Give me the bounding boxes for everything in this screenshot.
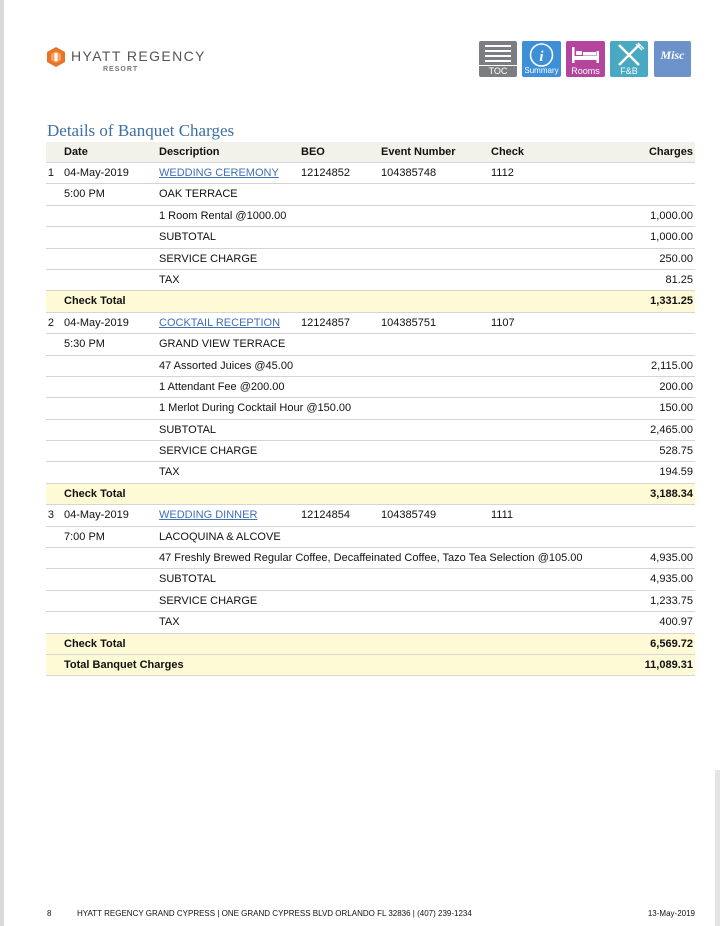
check-total-amount: 6,569.72 xyxy=(650,637,693,650)
event-index: 2 xyxy=(47,316,54,329)
charge-description: SUBTOTAL xyxy=(159,423,217,436)
grand-total-label: Total Banquet Charges xyxy=(64,658,184,671)
event-beo: 12124854 xyxy=(301,509,350,522)
charge-line-row xyxy=(46,249,695,270)
fnb-button[interactable] xyxy=(610,41,648,77)
check-total-amount: 1,331.25 xyxy=(650,295,693,308)
event-check: 1107 xyxy=(491,316,515,329)
charge-amount: 200.00 xyxy=(659,380,693,393)
event-number: 104385751 xyxy=(381,316,437,329)
event-date: 04-May-2019 xyxy=(64,167,129,179)
misc-button[interactable] xyxy=(654,41,691,77)
charge-description: 1 Attendant Fee @200.00 xyxy=(159,380,285,393)
charge-amount: 1,233.75 xyxy=(650,594,693,607)
charge-description: SUBTOTAL xyxy=(159,573,217,586)
charge-line-row xyxy=(46,206,695,227)
event-time: 5:00 PM xyxy=(64,188,105,201)
charge-amount: 150.00 xyxy=(659,402,693,415)
charge-amount: 2,115.00 xyxy=(650,359,693,372)
charge-description: SUBTOTAL xyxy=(159,231,217,244)
summary-label: Summary xyxy=(524,66,559,75)
section-title: Details of Banquet Charges xyxy=(47,121,235,140)
event-name-link[interactable]: WEDDING DINNER xyxy=(159,509,258,522)
charge-description: SERVICE CHARGE xyxy=(159,252,258,265)
header-date: Date xyxy=(64,146,88,158)
event-name-link[interactable]: COCKTAIL RECEPTION xyxy=(159,316,281,329)
event-date: 04-May-2019 xyxy=(64,316,129,329)
header-check: Check xyxy=(491,146,525,158)
charge-line-row xyxy=(46,270,695,291)
misc-label: Misc xyxy=(660,48,685,62)
toc-label: TOC xyxy=(488,66,508,76)
charge-amount: 400.97 xyxy=(659,616,693,629)
event-location: LACOQUINA & ALCOVE xyxy=(159,530,281,543)
event-date: 04-May-2019 xyxy=(64,509,129,522)
banquet-charges-table xyxy=(46,142,695,676)
event-index: 1 xyxy=(47,167,54,179)
check-total-row xyxy=(46,634,695,655)
logo-name: HYATT REGENCY xyxy=(71,48,206,64)
event-row xyxy=(46,505,695,526)
header-event-number: Event Number xyxy=(381,146,456,158)
grand-total-row xyxy=(46,655,695,676)
rooms-label: Rooms xyxy=(571,66,600,76)
event-number: 104385749 xyxy=(381,509,437,522)
charge-line-row xyxy=(46,227,695,248)
header-charges: Charges xyxy=(648,146,693,158)
charge-line-row xyxy=(46,377,695,398)
table-body xyxy=(46,163,695,676)
event-check: 1112 xyxy=(491,167,514,179)
charge-description: TAX xyxy=(159,616,180,629)
charge-amount: 4,935.00 xyxy=(650,552,693,565)
check-total-label: Check Total xyxy=(64,637,126,650)
charge-description: 1 Merlot During Cocktail Hour @150.00 xyxy=(159,402,352,415)
toc-button[interactable] xyxy=(479,41,517,77)
footer-page-number: 8 xyxy=(47,909,52,918)
charge-amount: 1,000.00 xyxy=(650,209,693,222)
charge-description: SERVICE CHARGE xyxy=(159,594,258,607)
charge-amount: 81.25 xyxy=(665,273,693,286)
charge-description: 47 Freshly Brewed Regular Coffee, Decaffeinated Coffee, Tazo Tea Selection @105.00 xyxy=(159,552,583,565)
event-beo: 12124852 xyxy=(301,167,350,179)
event-location: OAK TERRACE xyxy=(159,188,238,201)
footer-address: HYATT REGENCY GRAND CYPRESS | ONE GRAND CYPRESS BLVD ORLANDO FL 32836 | (407) 239-1234 xyxy=(77,909,472,918)
summary-button[interactable] xyxy=(522,41,561,77)
event-time: 5:30 PM xyxy=(64,338,105,351)
svg-text:i: i xyxy=(539,49,544,65)
fnb-label: F&B xyxy=(620,66,638,76)
table-header-row xyxy=(46,142,695,163)
event-row xyxy=(46,313,695,334)
event-check: 1111 xyxy=(491,509,514,522)
event-location: GRAND VIEW TERRACE xyxy=(159,338,286,351)
event-time: 7:00 PM xyxy=(64,530,105,543)
charge-amount: 528.75 xyxy=(659,445,693,458)
footer-date: 13-May-2019 xyxy=(647,909,695,918)
charge-description: TAX xyxy=(159,273,180,286)
event-number: 104385748 xyxy=(381,167,437,179)
charge-line-row xyxy=(46,420,695,441)
charge-amount: 2,465.00 xyxy=(650,423,693,436)
charge-description: 1 Room Rental @1000.00 xyxy=(159,209,287,222)
page-left-edge xyxy=(0,0,4,926)
hyatt-logo-icon xyxy=(47,47,65,67)
event-time-row xyxy=(46,334,695,355)
charge-amount: 194.59 xyxy=(659,466,693,479)
logo-subtitle: RESORT xyxy=(103,66,139,73)
scrollbar[interactable] xyxy=(715,770,720,926)
header-beo: BEO xyxy=(301,146,325,158)
charge-line-row xyxy=(46,462,695,483)
check-total-row xyxy=(46,291,695,312)
charge-amount: 250.00 xyxy=(659,252,693,265)
charge-line-row xyxy=(46,398,695,419)
charge-description: SERVICE CHARGE xyxy=(159,445,258,458)
grand-total-amount: 11,089.31 xyxy=(644,658,693,671)
event-row xyxy=(46,163,695,184)
event-name-link[interactable]: WEDDING CEREMONY xyxy=(159,167,279,179)
charge-description: 47 Assorted Juices @45.00 xyxy=(159,359,294,372)
charge-amount: 1,000.00 xyxy=(650,231,693,244)
charge-amount: 4,935.00 xyxy=(650,573,693,586)
charge-line-row xyxy=(46,441,695,462)
event-beo: 12124857 xyxy=(301,316,350,329)
event-index: 3 xyxy=(47,509,54,522)
rooms-button[interactable] xyxy=(566,41,605,77)
header-description: Description xyxy=(159,146,220,158)
charge-line-row xyxy=(46,548,695,569)
event-time-row xyxy=(46,527,695,548)
check-total-label: Check Total xyxy=(64,487,126,500)
charge-line-row xyxy=(46,356,695,377)
charge-line-row xyxy=(46,569,695,590)
check-total-amount: 3,188.34 xyxy=(650,487,693,500)
charge-line-row xyxy=(46,612,695,633)
check-total-row xyxy=(46,484,695,505)
charge-description: TAX xyxy=(159,466,180,479)
event-time-row xyxy=(46,184,695,205)
charge-line-row xyxy=(46,591,695,612)
check-total-label: Check Total xyxy=(64,295,126,308)
